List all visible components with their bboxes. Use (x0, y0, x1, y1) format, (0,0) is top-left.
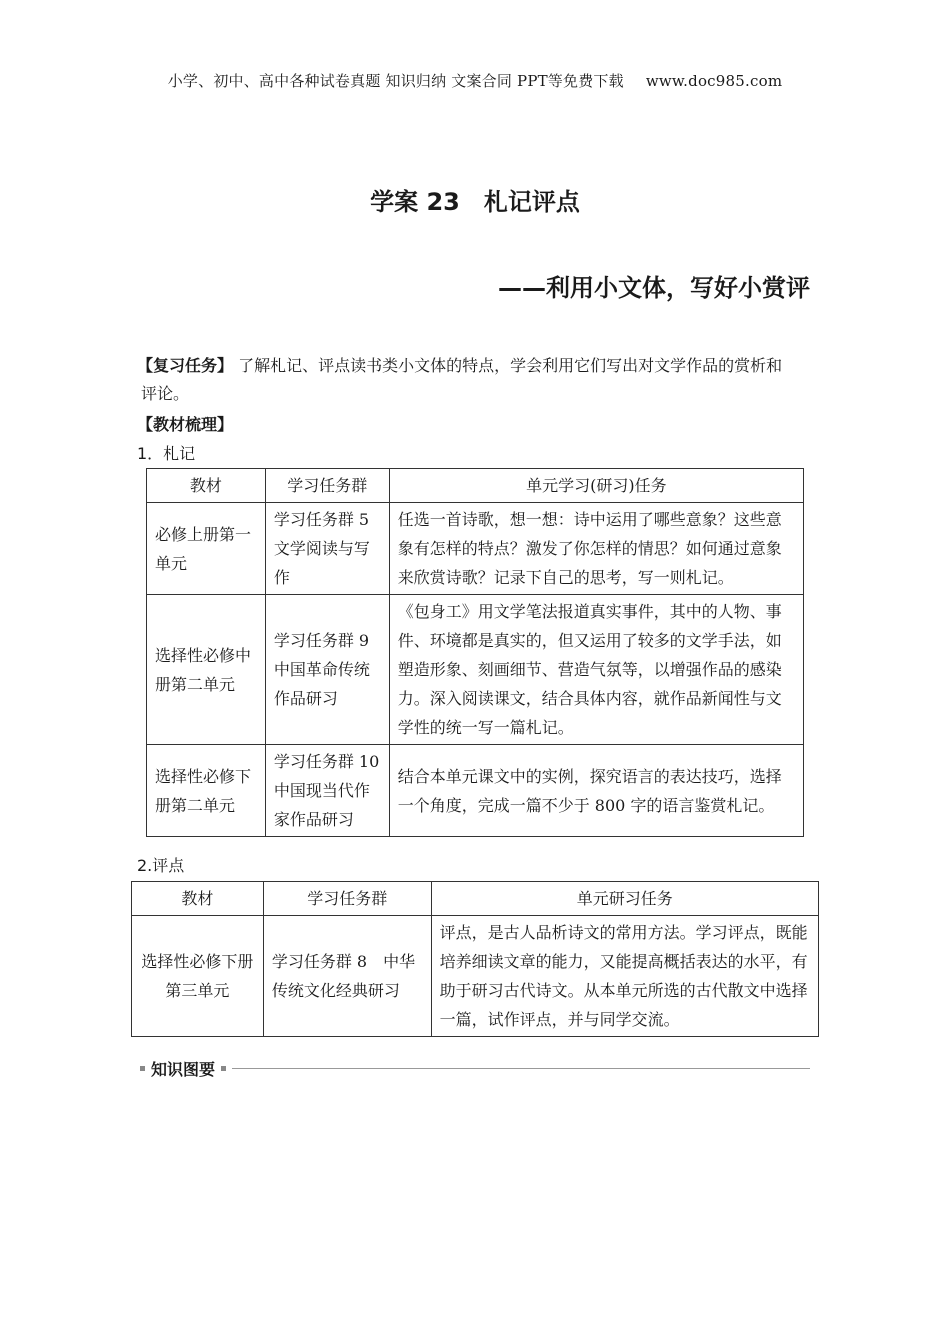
page-title: 学案 23 札记评点 (370, 188, 580, 216)
commentary-table (131, 881, 819, 1037)
textbook-cell: 选择性必修中册第二单元 (147, 595, 266, 745)
subsection-1-heading: 1．札记 (137, 444, 196, 463)
review-task-label: 【复习任务】 (137, 356, 234, 375)
header-url[interactable]: www.doc985.com (645, 72, 783, 90)
divider-line (232, 1068, 810, 1069)
table-row (147, 595, 804, 745)
square-bullet-icon (221, 1066, 226, 1071)
unit-task-cell: 评点，是古人品析诗文的常用方法。学习评点，既能培养细读文章的能力，又能提高概括表达的水平，有助于研习古代诗文。从本单元所选的古代散文中选择一篇，试作评点，并与同学交流。 (431, 916, 818, 1037)
subsection-2-heading: 2.评点 (137, 856, 185, 875)
task-group-cell: 学习任务群 9 中国革命传统作品研习 (265, 595, 389, 745)
unit-task-cell: 任选一首诗歌，想一想：诗中运用了哪些意象？这些意象有怎样的特点？激发了你怎样的情思？如何通过意象来欣赏诗歌？记录下自己的思考，写一则札记。 (389, 503, 803, 595)
table-header: 教材 (147, 469, 266, 503)
table-header: 单元研习任务 (431, 882, 818, 916)
review-task (137, 352, 813, 408)
table-header: 学习任务群 (265, 469, 389, 503)
notes-table (146, 468, 804, 837)
page-header (0, 70, 950, 91)
review-task-line1: 了解札记、评点读书类小文体的特点，学会利用它们写出对文学作品的赏析和 (238, 356, 783, 375)
table-header: 教材 (132, 882, 264, 916)
task-group-cell: 学习任务群 8 中华传统文化经典研习 (263, 916, 431, 1037)
task-group-cell: 学习任务群 5 文学阅读与写作 (265, 503, 389, 595)
textbook-cell: 选择性必修下册第二单元 (147, 745, 266, 837)
unit-task-cell: 结合本单元课文中的实例，探究语言的表达技巧，选择一个角度，完成一篇不少于 800 字的语言鉴赏札记。 (389, 745, 803, 837)
textbook-cell: 必修上册第一单元 (147, 503, 266, 595)
page-subtitle: ——利用小文体，写好小赏评 (498, 274, 810, 302)
table-row (147, 745, 804, 837)
square-bullet-icon (140, 1066, 145, 1071)
knowledge-map-label: 知识图要 (151, 1059, 216, 1079)
knowledge-map-heading (140, 1058, 810, 1078)
task-group-cell: 学习任务群 10 中国现当代作家作品研习 (265, 745, 389, 837)
table-header-row (132, 882, 819, 916)
review-task-line2: 评论。 (141, 384, 190, 403)
table-header-row (147, 469, 804, 503)
section-heading: 【教材梳理】 (137, 415, 234, 434)
table-header: 学习任务群 (263, 882, 431, 916)
unit-task-cell: 《包身工》用文学笔法报道真实事件，其中的人物、事件、环境都是真实的，但又运用了较多的文学手法，如塑造形象、刻画细节、营造气氛等，以增强作品的感染力。深入阅读课文，结合具体内容，就作品新闻性与文学性的统一写一篇札记。 (389, 595, 803, 745)
header-text: 小学、初中、高中各种试卷真题 知识归纳 文案合同 PPT等免费下载 (167, 72, 624, 90)
table-row (147, 503, 804, 595)
table-header: 单元学习(研习)任务 (389, 469, 803, 503)
textbook-cell: 选择性必修下册第三单元 (132, 916, 264, 1037)
table-row (132, 916, 819, 1037)
